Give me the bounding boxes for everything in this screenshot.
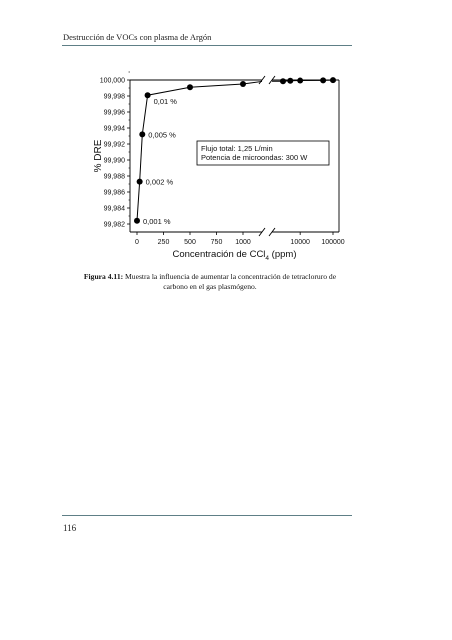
- y-tick-label-9: 99,982: [103, 221, 125, 229]
- y-axis-title: % DRE: [93, 139, 104, 173]
- y-tick-label-6: 99,988: [103, 173, 125, 181]
- data-point-1: [137, 179, 143, 185]
- figure-caption-text: Muestra la influencia de aumentar la concentración de tetracloruro de carbono en el gas plasmógeno.: [123, 272, 337, 291]
- x-tick-label-3: 750: [210, 239, 223, 246]
- point-label-3: 0,001 %: [143, 216, 171, 226]
- x-tick-label-6: 100000: [321, 239, 345, 246]
- y-tick-label-8: 99,984: [103, 205, 125, 213]
- x-tick-label-5: 10000: [290, 239, 310, 246]
- annotation-line-0: Flujo total: 1,25 L/min: [201, 144, 273, 153]
- data-point-3: [145, 92, 151, 98]
- data-point-7: [287, 78, 293, 84]
- point-label-2: 0,002 %: [145, 177, 174, 187]
- x-tick-label-4: 1000: [235, 239, 251, 246]
- chart-ticks: [93, 72, 345, 262]
- data-point-8: [297, 78, 303, 84]
- data-point-0: [134, 218, 140, 224]
- point-label-1: 0,005 %: [148, 130, 176, 140]
- data-point-4: [187, 84, 193, 90]
- data-point-10: [330, 77, 336, 83]
- data-point-6: [280, 78, 286, 84]
- point-label-0: 0,01 %: [153, 97, 177, 107]
- annotation-line-1: Potencia de microondas: 300 W: [201, 153, 308, 162]
- y-tick-label-2: 99,996: [103, 109, 125, 117]
- y-tick-label-7: 99,986: [103, 189, 125, 197]
- x-tick-label-2: 500: [184, 239, 196, 246]
- data-point-2: [139, 131, 145, 137]
- page-number: 116: [63, 523, 77, 533]
- footer-rule: [62, 515, 352, 516]
- chart-point-labels: [143, 97, 177, 226]
- y-tick-label-0: 100,000: [99, 77, 125, 85]
- y-tick-label-4: 99,992: [103, 141, 125, 149]
- data-point-5: [240, 81, 246, 87]
- chart-annotation-box: [197, 141, 329, 165]
- data-point-9: [320, 77, 326, 83]
- running-header: Destrucción de VOCs con plasma de Argón: [63, 32, 212, 42]
- y-tick-label-1: 99,998: [103, 93, 125, 101]
- x-tick-label-1: 250: [157, 239, 170, 246]
- figure-caption: [80, 272, 340, 292]
- x-tick-label-0: 0: [135, 239, 139, 246]
- y-tick-label-5: 99,990: [103, 157, 125, 165]
- y-tick-label-3: 99,994: [103, 125, 125, 133]
- figure-caption-label: Figura 4.11:: [83, 272, 124, 281]
- x-axis-title: Concentración de CCl$_4$ (ppm): [172, 249, 297, 262]
